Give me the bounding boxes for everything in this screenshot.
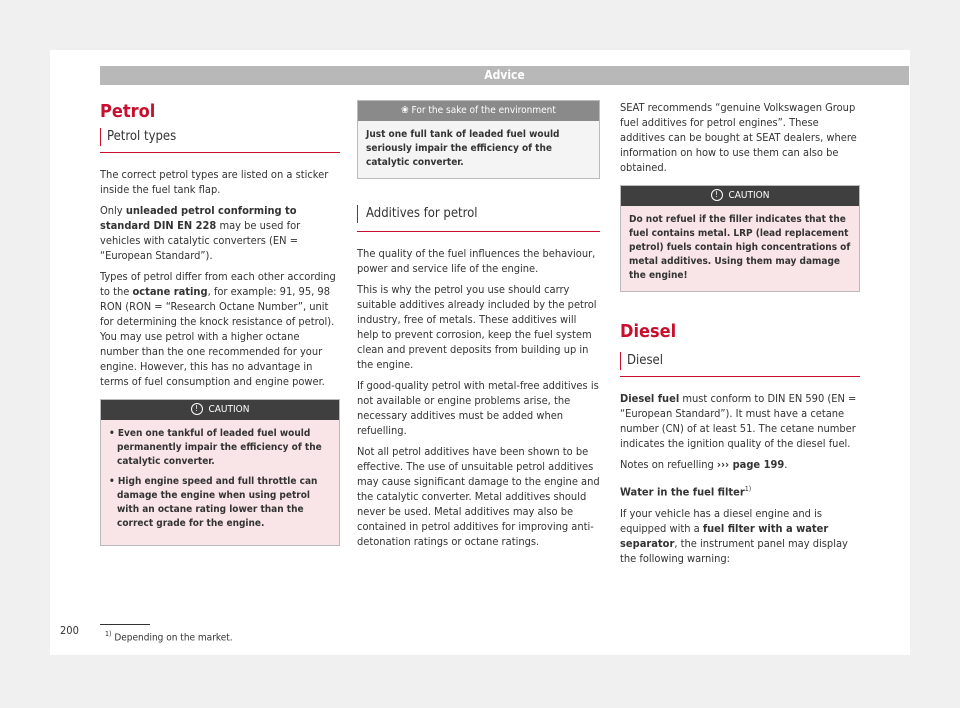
warning-icon: ! xyxy=(711,189,723,201)
page-number: 200 xyxy=(60,624,79,637)
page-link[interactable]: ››› page 199 xyxy=(716,458,785,471)
column-2 xyxy=(357,100,600,555)
footnote: $^{1)}$ Depending on the market. xyxy=(105,630,233,644)
paragraph: Types of petrol differ from each other according to the octane rating, for example: 91, 95, 98 RON (RON = “Research Octane Number”, unit for determining the knock resistance of petrol). You may use petrol with a higher octane number than the one recommended for your engine. However, this has no advantage in terms of fuel consumption and engine power. xyxy=(100,270,336,388)
page xyxy=(50,50,910,655)
divider xyxy=(620,376,860,377)
environment-header: ❀ For the sake of the environment xyxy=(358,101,599,121)
paragraph: SEAT recommends “genuine Volkswagen Group fuel additives for petrol engines”. These additives can be bought at SEAT dealers, where information on how to use them can also be obtained. xyxy=(620,101,857,174)
column-3 xyxy=(620,100,860,572)
section-header: Advice xyxy=(100,66,909,85)
footnote-rule xyxy=(100,624,150,625)
environment-body: Just one full tank of leaded fuel would seriously impair the efficiency of the catalytic converter. xyxy=(358,121,599,178)
caution-header: ! CAUTION xyxy=(101,400,339,420)
caution-bullet: • Even one tankful of leaded fuel would permanently impair the efficiency of the catalytic converter. xyxy=(109,428,322,467)
leaf-icon: ❀ xyxy=(401,105,412,116)
subheading-diesel: Diesel xyxy=(620,352,860,370)
heading-petrol: Petrol xyxy=(100,101,156,122)
divider xyxy=(100,152,340,153)
paragraph: Diesel fuel must conform to DIN EN 590 (EN = “European Standard”). It must have a cetane number (CN) of at least 51. The cetane number indicates the ignition quality of the diesel fuel. xyxy=(620,392,857,450)
paragraph: Only unleaded petrol conforming to standard DIN EN 228 may be used for vehicles with catalytic converters (EN = “European Standard”). xyxy=(100,204,301,262)
paragraph: Notes on refuelling ››› page 199. xyxy=(620,458,788,471)
caution-body xyxy=(101,420,339,545)
paragraph: If your vehicle has a diesel engine and is equipped with a fuel filter with a water separator, the instrument panel may display the following warning: xyxy=(620,506,848,565)
subheading-water: Water in the fuel filter$^{1)}$ xyxy=(620,485,752,499)
caution-box xyxy=(620,185,860,292)
subheading-petrol-types: Petrol types xyxy=(100,128,340,146)
column-1 xyxy=(100,100,340,556)
warning-icon: ! xyxy=(191,403,203,415)
caution-bullet: • High engine speed and full throttle can damage the engine when using petrol with an octane rating lower than the correct grade for the engine. xyxy=(109,476,318,529)
heading-additives: Additives for petrol xyxy=(357,205,600,223)
caution-box xyxy=(100,399,340,546)
caution-header: ! CAUTION xyxy=(621,186,859,206)
environment-box xyxy=(357,100,600,179)
paragraph: If good-quality petrol with metal-free additives is not available or engine problems arise, the necessary additives must be added when refuelling. xyxy=(357,379,599,437)
paragraph: This is why the petrol you use should carry suitable additives already included by the petrol industry, free of metals. These additives will help to prevent corrosion, keep the fuel system clean and prevent deposits from building up in the engine. xyxy=(357,283,597,371)
paragraph: Not all petrol additives have been shown to be effective. The use of unsuitable petrol additives may cause significant damage to the engine and the catalytic converter. Metal additives should never be used. Metal additives may also be contained in petrol additives for improving anti-detonation ratings or octane ratings. xyxy=(357,445,600,548)
paragraph: The quality of the fuel influences the behaviour, power and service life of the engine. xyxy=(357,247,596,275)
caution-body: Do not refuel if the filler indicates that the fuel contains metal. LRP (lead replacement petrol) fuels contain high concentrations of metal additives. Using them may damage the engine! xyxy=(621,206,859,291)
heading-diesel: Diesel xyxy=(620,321,677,342)
paragraph: The correct petrol types are listed on a sticker inside the fuel tank flap. xyxy=(100,168,329,196)
divider xyxy=(357,231,600,232)
